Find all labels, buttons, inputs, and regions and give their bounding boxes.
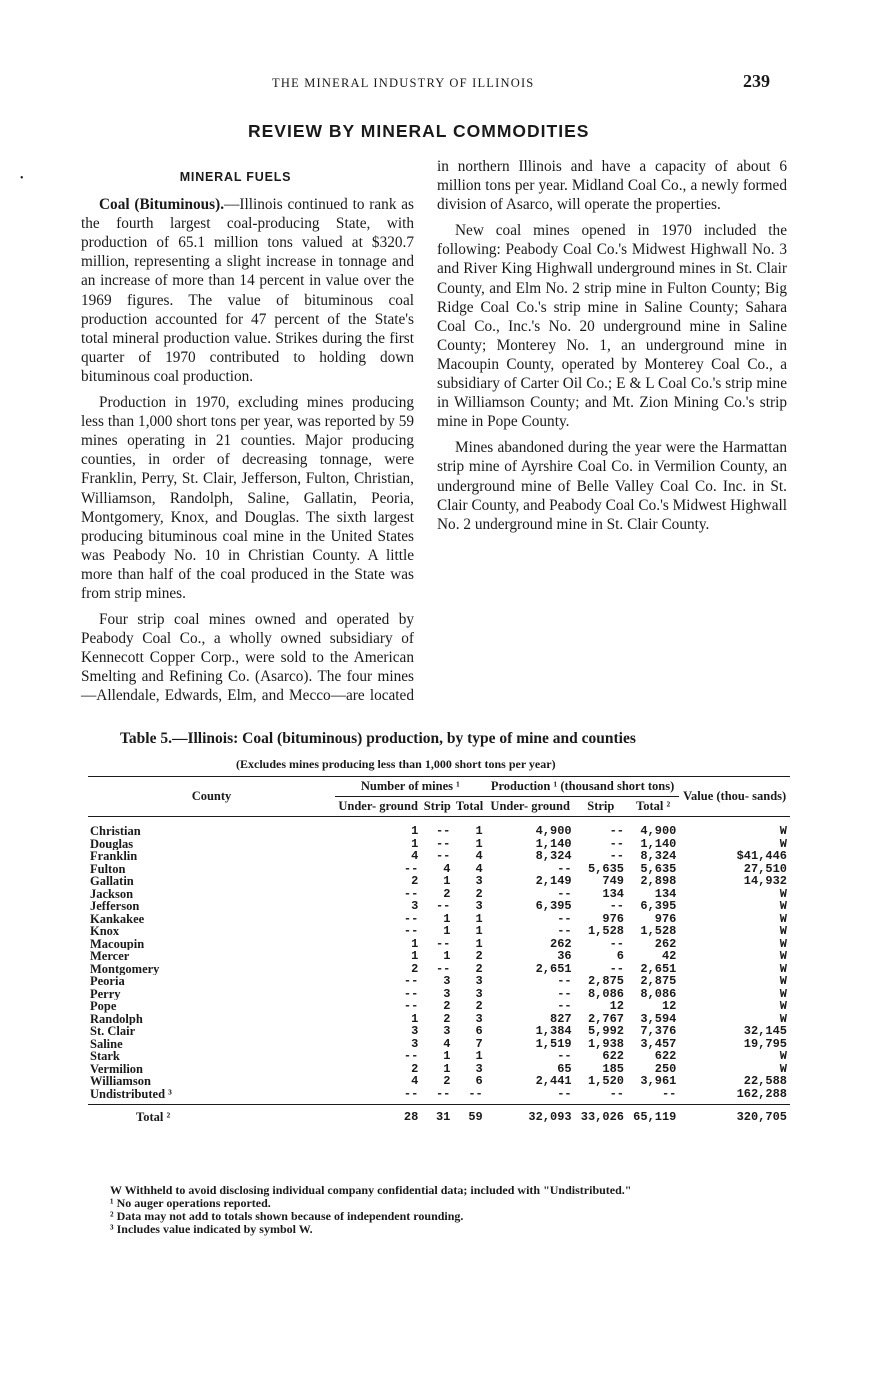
cell-prod-underground: --	[557, 924, 572, 938]
cell-county: St. Clair	[90, 1025, 136, 1038]
table-row	[88, 900, 790, 913]
header-mines-underground: Under- ground	[335, 797, 421, 817]
table-row	[88, 975, 790, 988]
cell-prod-total: 2,898	[640, 874, 677, 888]
cell-prod-underground: 4,900	[535, 824, 572, 838]
cell-mines-underground: --	[403, 1049, 419, 1063]
table-row	[88, 1075, 790, 1088]
run-in-heading: Coal (Bituminous).	[99, 196, 225, 214]
cell-mines-strip: 1	[443, 1049, 451, 1063]
footnote-2: ² Data may not add to totals shown because of independent rounding.	[110, 1209, 464, 1223]
cell-mines-strip: 4	[443, 1036, 451, 1051]
cell-value: W	[779, 936, 787, 951]
cell-prod-total: --	[661, 1086, 677, 1101]
cell-total-value: 320,705	[679, 1105, 790, 1124]
cell-value: W	[779, 999, 787, 1013]
cell-county: Fulton	[90, 862, 126, 875]
header-prod-underground: Under- ground	[486, 797, 575, 817]
table-row	[88, 963, 790, 976]
cell-mines-underground: 4	[411, 849, 419, 863]
cell-prod-strip: 2,875	[587, 974, 624, 988]
paragraph-strip-mines-sold-cont: in northern Illinois and have a capacity of about 6 million tons per year. Midland Coal Co., a newly formed division of Asarco, will operate the properties.	[437, 158, 787, 214]
cell-value: W	[779, 1049, 787, 1063]
cell-total-mines-underground: 28	[335, 1105, 421, 1124]
table-row	[88, 938, 790, 951]
cell-prod-strip: --	[609, 961, 624, 976]
cell-total-label: Total ²	[88, 1105, 335, 1124]
header-county: County	[88, 777, 335, 817]
cell-total-mines-strip: 31	[421, 1105, 453, 1124]
cell-prod-total: 12	[661, 999, 677, 1013]
table-row	[88, 1063, 790, 1076]
cell-county: Perry	[90, 987, 121, 1000]
cell-mines-strip: --	[435, 1086, 451, 1101]
cell-mines-total: 1	[475, 911, 483, 926]
table-row	[88, 1025, 790, 1038]
table-row	[88, 988, 790, 1001]
cell-county: Peoria	[90, 975, 125, 988]
cell-mines-strip: 3	[443, 974, 451, 988]
cell-mines-underground: --	[403, 999, 419, 1013]
cell-prod-strip: 6	[616, 949, 624, 963]
table-row	[88, 913, 790, 926]
cell-prod-underground: 8,324	[535, 849, 572, 863]
cell-mines-underground: 1	[411, 949, 419, 963]
cell-county: Kankakee	[90, 912, 145, 925]
table-title: Table 5.—Illinois: Coal (bituminous) production, by type of mine and counties	[120, 730, 636, 747]
margin-dot: •	[20, 173, 24, 184]
cell-prod-underground: --	[557, 1086, 572, 1101]
footnote-1: ¹ No auger operations reported.	[110, 1196, 271, 1210]
cell-prod-strip: 1,938	[587, 1036, 624, 1051]
cell-mines-total: 2	[475, 999, 483, 1013]
cell-prod-strip: --	[609, 936, 624, 951]
cell-value: W	[779, 886, 787, 901]
cell-mines-total: 1	[475, 1049, 483, 1063]
section-title: REVIEW BY MINERAL COMMODITIES	[248, 121, 590, 141]
cell-total-mines-total: 59	[453, 1105, 485, 1124]
cell-mines-total: 3	[475, 1011, 483, 1026]
cell-mines-underground: 3	[411, 1024, 419, 1038]
cell-mines-strip: 2	[443, 1074, 451, 1088]
cell-mines-total: 6	[475, 1074, 483, 1088]
cell-prod-strip: 622	[602, 1049, 624, 1063]
running-header: THE MINERAL INDUSTRY OF ILLINOIS	[272, 76, 535, 90]
cell-mines-total: 3	[475, 1061, 483, 1076]
cell-county: Jefferson	[90, 900, 140, 913]
cell-prod-underground: 1,140	[535, 836, 572, 851]
cell-county: Saline	[90, 1037, 123, 1050]
cell-value: W	[779, 949, 787, 963]
cell-mines-total: 2	[475, 949, 483, 963]
cell-prod-strip: 185	[602, 1061, 624, 1076]
cell-value: 19,795	[743, 1036, 787, 1051]
cell-value: 14,932	[743, 874, 787, 888]
table-footnotes	[110, 1184, 631, 1236]
cell-prod-total: 134	[654, 886, 677, 901]
cell-prod-underground: 827	[550, 1011, 572, 1026]
cell-prod-underground: 36	[557, 949, 572, 963]
cell-mines-strip: 1	[443, 874, 451, 888]
cell-mines-strip: 2	[443, 1011, 451, 1026]
cell-value: W	[779, 961, 787, 976]
cell-prod-underground: 262	[550, 936, 572, 951]
cell-prod-total: 5,635	[640, 861, 677, 876]
cell-total-prod-total: 65,119	[627, 1105, 679, 1124]
cell-prod-underground: --	[557, 911, 572, 926]
cell-mines-strip: --	[435, 836, 451, 851]
header-production: Production ¹ (thousand short tons)	[486, 777, 680, 797]
cell-mines-underground: --	[403, 986, 419, 1001]
cell-mines-strip: --	[435, 899, 451, 913]
header-mines-total: Total	[453, 797, 485, 817]
cell-prod-total: 622	[654, 1049, 677, 1063]
cell-prod-total: 976	[654, 911, 677, 926]
cell-prod-strip: --	[609, 824, 624, 838]
page-number: 239	[743, 71, 770, 91]
cell-prod-total: 2,651	[640, 961, 677, 976]
cell-value: W	[779, 911, 787, 926]
table-row	[88, 817, 790, 838]
cell-mines-underground: --	[403, 911, 419, 926]
cell-mines-total: 1	[475, 936, 483, 951]
cell-prod-total: 8,324	[640, 849, 677, 863]
subsection-title: MINERAL FUELS	[179, 170, 292, 184]
table-row	[88, 850, 790, 863]
cell-prod-total: 3,961	[640, 1074, 677, 1088]
header-prod-strip: Strip	[575, 797, 627, 817]
cell-county: Montgomery	[90, 962, 160, 975]
cell-prod-strip: --	[609, 836, 624, 851]
table-body	[88, 817, 790, 1124]
paragraph-text: —Illinois continued to rank as the fourth largest coal-producing State, with production of 65.1 million tons valued at $320.7 million, representing a slight increase in tonnage and an increase of more than 14 percent in value over the 1969 figures. The value of bituminous coal production accounted for 47 percent of the State's total mineral production value. Strikes during the first quarter of 1970 contributed to holding down bituminous coal production.	[81, 196, 414, 385]
cell-prod-total: 7,376	[640, 1024, 677, 1038]
cell-prod-total: 3,594	[640, 1011, 677, 1026]
cell-mines-total: 7	[475, 1036, 483, 1051]
cell-prod-total: 1,528	[640, 924, 677, 938]
cell-prod-underground: 6,395	[535, 899, 572, 913]
cell-mines-total: 3	[475, 974, 483, 988]
cell-prod-total: 262	[654, 936, 677, 951]
cell-mines-total: 1	[475, 836, 483, 851]
cell-prod-total: 2,875	[640, 974, 677, 988]
cell-mines-underground: 4	[411, 1074, 419, 1088]
header-prod-total: Total ²	[627, 797, 679, 817]
cell-mines-strip: 1	[443, 924, 451, 938]
cell-mines-total: 1	[475, 924, 483, 938]
cell-prod-underground: 1,519	[535, 1036, 572, 1051]
cell-prod-strip: 8,086	[587, 986, 624, 1001]
cell-mines-total: 4	[475, 849, 483, 863]
cell-mines-underground: 3	[411, 899, 419, 913]
cell-prod-total: 4,900	[640, 824, 677, 838]
table-subtitle: (Excludes mines producing less than 1,000 short tons per year)	[236, 757, 556, 771]
cell-value: 32,145	[743, 1024, 787, 1038]
footnote-3: ³ Includes value indicated by symbol W.	[110, 1222, 313, 1236]
table-row	[88, 1088, 790, 1105]
cell-value: 162,288	[736, 1086, 787, 1101]
cell-mines-total: 3	[475, 986, 483, 1001]
cell-prod-underground: --	[557, 974, 572, 988]
cell-value: 27,510	[743, 861, 787, 876]
cell-mines-total: --	[468, 1086, 483, 1101]
cell-county: Jackson	[90, 887, 134, 900]
cell-prod-strip: 1,528	[587, 924, 624, 938]
header-mines-strip: Strip	[421, 797, 453, 817]
cell-prod-underground: 1,384	[535, 1024, 572, 1038]
cell-value: W	[779, 924, 787, 938]
paragraph-strip-mines-sold: Four strip coal mines owned and operated by Peabody Coal Co., a wholly owned subsidiary of Kennecott Copper Corp., were sold to the American Smelting and Refining Co. (Asarco). The four mines—Allendale, Edwards, Elm, and Mecco—are located	[81, 611, 414, 705]
cell-prod-strip: 134	[602, 886, 624, 901]
cell-mines-total: 2	[475, 886, 483, 901]
cell-prod-underground: --	[557, 986, 572, 1001]
cell-mines-total: 6	[475, 1024, 483, 1038]
cell-county: Williamson	[90, 1075, 151, 1088]
paragraph-coal-bituminous	[81, 195, 414, 386]
cell-county: Stark	[90, 1050, 120, 1063]
cell-mines-strip: 3	[443, 1024, 451, 1038]
cell-prod-strip: 5,992	[587, 1024, 624, 1038]
cell-prod-strip: 12	[609, 999, 624, 1013]
cell-county: Vermilion	[90, 1062, 144, 1075]
cell-prod-strip: 976	[602, 911, 624, 926]
cell-mines-underground: 1	[411, 836, 419, 851]
cell-mines-underground: --	[403, 924, 419, 938]
cell-county: Pope	[90, 1000, 117, 1013]
cell-prod-strip: --	[609, 1086, 624, 1101]
cell-prod-total: 6,395	[640, 899, 677, 913]
table-row	[88, 863, 790, 876]
table-row	[88, 1013, 790, 1026]
cell-prod-total: 42	[661, 949, 677, 963]
cell-mines-underground: --	[403, 974, 419, 988]
right-column	[437, 157, 787, 541]
cell-county: Mercer	[90, 950, 130, 963]
table-row	[88, 1000, 790, 1013]
cell-prod-strip: --	[609, 849, 624, 863]
coal-production-table	[88, 776, 790, 1124]
cell-value: 22,588	[743, 1074, 787, 1088]
paragraph-new-mines: New coal mines opened in 1970 included the following: Peabody Coal Co.'s Midwest Highwall No. 3 and River King Highwall underground mines in St. Clair County, and Elm No. 2 strip mine in Fulton County; Big Ridge Coal Co.'s strip mine in Saline County; Sahara Coal Co., Inc.'s No. 20 underground mine in Saline County; Monterey No. 1, an underground mine in Macoupin County, operated by Monterey Coal Co., a subsidiary of Carter Oil Co.; E & L Coal Co.'s strip mine in Williamson County; and Mt. Zion Mining Co.'s strip mine in Pope County.	[437, 222, 787, 431]
paragraph-production-1970: Production in 1970, excluding mines producing less than 1,000 short tons per year, was reported by 59 mines operating in 21 counties. Major producing counties, in order of decreasing tonnage, were Franklin, Perry, St. Clair, Jefferson, Fulton, Christian, Williamson, Randolph, Saline, Gallatin, Peoria, Montgomery, Knox, and Douglas. The sixth largest producing bituminous coal mine in the United States was Peabody No. 10 in Christian County. A little more than half of the coal produced in the State was from strip mines.	[81, 394, 414, 602]
cell-prod-underground: --	[557, 999, 572, 1013]
header-value: Value (thou- sands)	[679, 777, 790, 817]
cell-prod-underground: --	[557, 861, 572, 876]
cell-mines-strip: 1	[443, 911, 451, 926]
cell-mines-strip: 2	[443, 999, 451, 1013]
cell-county: Macoupin	[90, 937, 145, 950]
cell-value: W	[779, 836, 787, 851]
cell-prod-underground: 2,651	[535, 961, 572, 976]
cell-prod-total: 1,140	[640, 836, 677, 851]
cell-mines-total: 4	[475, 861, 483, 876]
cell-mines-strip: 4	[443, 861, 451, 876]
cell-mines-total: 1	[475, 824, 483, 838]
footnote-w: W Withheld to avoid disclosing individual company confidential data; included with "Undistributed."	[110, 1183, 632, 1197]
cell-county: Douglas	[90, 837, 134, 850]
cell-mines-total: 3	[475, 874, 483, 888]
cell-county: Undistributed ³	[90, 1087, 172, 1101]
cell-value: W	[779, 974, 787, 988]
cell-mines-underground: 2	[411, 961, 419, 976]
cell-total-prod-underground: 32,093	[486, 1105, 575, 1124]
cell-mines-underground: 1	[411, 824, 419, 838]
cell-prod-strip: 1,520	[587, 1074, 624, 1088]
cell-mines-total: 2	[475, 961, 483, 976]
cell-mines-underground: --	[403, 1086, 419, 1101]
cell-mines-strip: 1	[443, 1061, 451, 1076]
cell-mines-strip: 1	[443, 949, 451, 963]
table-row	[88, 1050, 790, 1063]
cell-prod-total: 3,457	[640, 1036, 677, 1051]
cell-prod-strip: 5,635	[587, 861, 624, 876]
cell-mines-underground: 1	[411, 936, 419, 951]
paragraph-mines-abandoned: Mines abandoned during the year were the Harmattan strip mine of Ayrshire Coal Co. in Vermilion County, an underground mine of Belle Valley Coal Co. Inc. in St. Clair County, and Peabody Coal Co.'s Midwest Highwall No. 2 underground mine in St. Clair County.	[437, 439, 787, 533]
cell-value: W	[779, 986, 787, 1001]
cell-prod-total: 250	[654, 1061, 677, 1076]
cell-mines-strip: --	[435, 824, 451, 838]
table-row	[88, 950, 790, 963]
table-row	[88, 925, 790, 938]
cell-county: Gallatin	[90, 875, 134, 888]
table-row	[88, 875, 790, 888]
cell-prod-underground: --	[557, 1049, 572, 1063]
cell-mines-total: 3	[475, 899, 483, 913]
cell-mines-underground: --	[403, 886, 419, 901]
cell-county: Franklin	[90, 850, 138, 863]
cell-mines-underground: --	[403, 861, 419, 876]
cell-prod-underground: --	[557, 886, 572, 901]
cell-value: W	[779, 1061, 787, 1076]
cell-mines-strip: --	[435, 936, 451, 951]
cell-mines-strip: --	[435, 849, 451, 863]
cell-value: W	[779, 824, 787, 838]
cell-prod-total: 8,086	[640, 986, 677, 1001]
cell-prod-strip: 749	[602, 874, 624, 888]
cell-prod-underground: 2,149	[535, 874, 572, 888]
cell-mines-underground: 3	[411, 1036, 419, 1051]
table-total-row	[88, 1105, 790, 1124]
cell-county: Christian	[90, 824, 141, 838]
cell-prod-strip: --	[609, 899, 624, 913]
header-number-of-mines: Number of mines ¹	[335, 777, 486, 797]
cell-value: W	[779, 1011, 787, 1026]
cell-mines-underground: 2	[411, 1061, 419, 1076]
cell-value: $41,446	[736, 849, 787, 863]
cell-mines-strip: 2	[443, 886, 451, 901]
cell-county: Randolph	[90, 1012, 143, 1025]
cell-total-prod-strip: 33,026	[575, 1105, 627, 1124]
cell-mines-strip: --	[435, 961, 451, 976]
cell-county: Knox	[90, 925, 120, 938]
cell-prod-underground: 65	[557, 1061, 572, 1076]
table-row	[88, 1038, 790, 1051]
cell-mines-strip: 3	[443, 986, 451, 1001]
cell-value: W	[779, 899, 787, 913]
left-column	[81, 168, 414, 706]
cell-mines-underground: 2	[411, 874, 419, 888]
cell-mines-underground: 1	[411, 1011, 419, 1026]
cell-prod-underground: 2,441	[535, 1074, 572, 1088]
cell-prod-strip: 2,767	[587, 1011, 624, 1026]
